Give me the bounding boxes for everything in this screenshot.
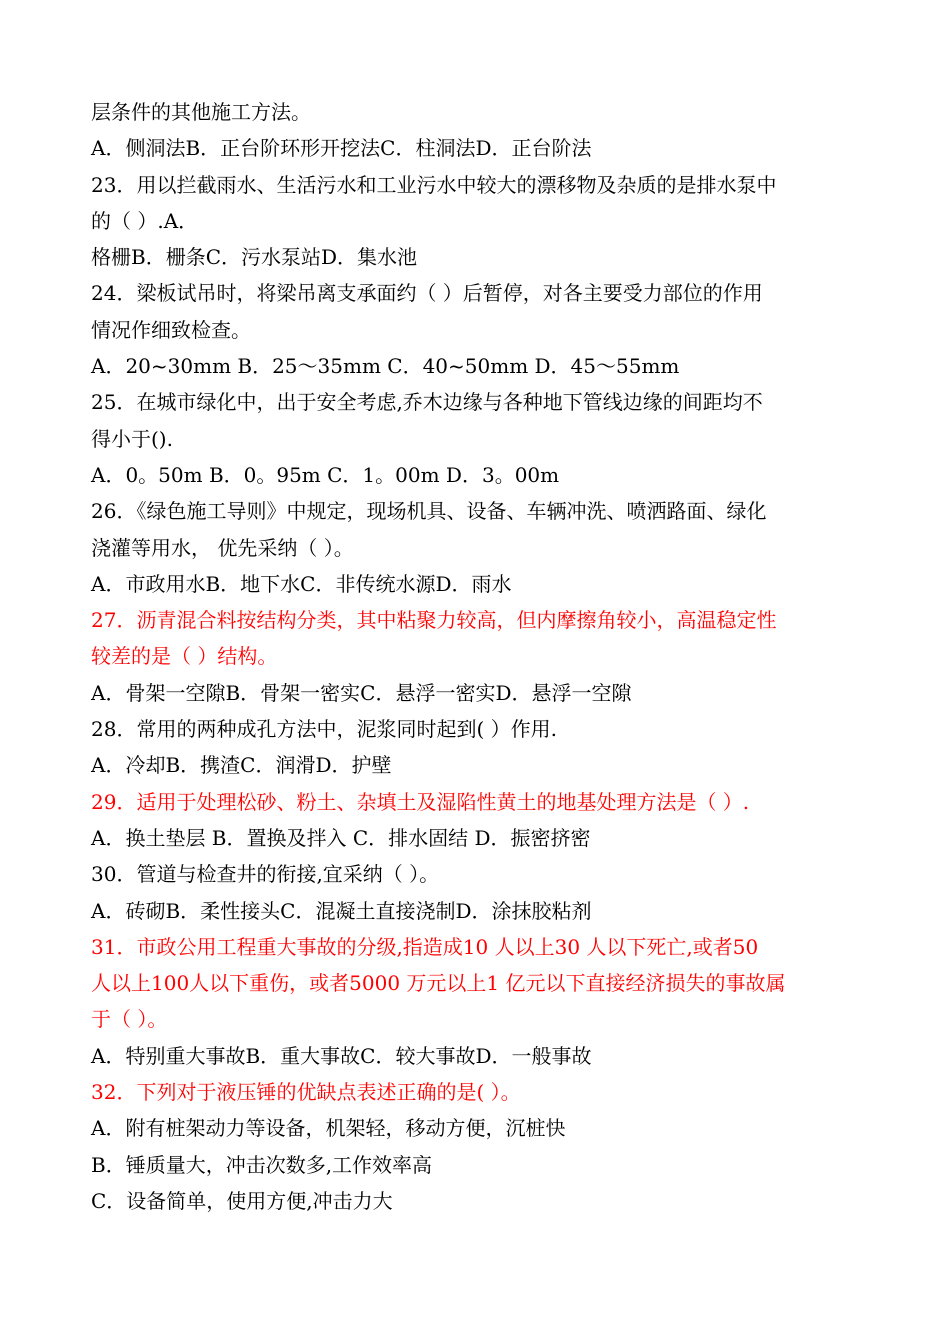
text-line: A．0。50m B．0。95m C．1。00m D．3。00m (91, 462, 560, 487)
text-line: 25．在城市绿化中，出于安全考虑,乔木边缘与各种地下管线边缘的间距均不 (91, 390, 763, 415)
highlighted-text-line: 人以上100人以下重伤，或者5000 万元以上1 亿元以下直接经济损失的事故属 (91, 971, 786, 996)
text-line: 24．梁板试吊时，将梁吊离支承面约（ ）后暂停，对各主要受力部位的作用 (91, 281, 763, 306)
highlighted-text-line: 31．市政公用工程重大事故的分级,指造成10 人以上30 人以下死亡,或者50 (91, 934, 759, 959)
text-line: 浇灌等用水， 优先采纳（ ）。 (91, 535, 354, 560)
text-line: 得小于(). (91, 426, 173, 451)
highlighted-text-line: 32．下列对于液压锤的优缺点表述正确的是( ）。 (91, 1080, 521, 1105)
text-line: A．砖砌B．柔性接头C．混凝土直接浇制D．涂抹胶粘剂 (91, 898, 592, 923)
highlighted-text-line: 27．沥青混合料按结构分类，其中粘聚力较高，但内摩擦角较小，高温稳定性 (91, 608, 777, 633)
text-line: A．换土垫层 B．置换及拌入 C．排水固结 D．振密挤密 (91, 825, 591, 850)
text-line: 28．常用的两种成孔方法中，泥浆同时起到( ）作用. (91, 717, 557, 742)
text-line: 的（ ）.A． (91, 208, 199, 233)
text-line: 情况作细致检查。 (91, 317, 251, 342)
text-line: C．设备简单，使用方便,冲击力大 (91, 1188, 393, 1213)
highlighted-text-line: 较差的是（ ）结构。 (91, 644, 278, 669)
text-line: A．侧洞法B．正台阶环形开挖法C．柱洞法D．正台阶法 (91, 136, 592, 161)
text-line: 26．《绿色施工导则》中规定，现场机具、设备、车辆冲洗、喷洒路面、绿化 (91, 499, 767, 524)
text-line: A．市政用水B．地下水C．非传统水源D．雨水 (91, 571, 512, 596)
text-line: A．20~30mm B．25～35mm C．40~50mm D．45～55mm (91, 354, 680, 379)
text-line: A．附有桩架动力等设备，机架轻，移动方便，沉桩快 (91, 1116, 566, 1141)
text-line: 格栅B．栅条C．污水泵站D．集水池 (91, 245, 418, 270)
text-line: A．冷却B．携渣C．润滑D．护壁 (91, 753, 392, 778)
highlighted-text-line: 29．适用于处理松砂、粉土、杂填土及湿陷性黄土的地基处理方法是（ ）. (91, 789, 750, 814)
text-line: 30．管道与检查井的衔接,宜采纳（ ）。 (91, 862, 440, 887)
text-line: 23．用以拦截雨水、生活污水和工业污水中较大的漂移物及杂质的是排水泵中 (91, 172, 777, 197)
text-line: B．锤质量大，冲击次数多,工作效率高 (91, 1152, 433, 1177)
text-line: A．特别重大事故B．重大事故C．较大事故D．一般事故 (91, 1043, 592, 1068)
text-line: A．骨架一空隙B．骨架一密实C．悬浮一密实D．悬浮一空隙 (91, 680, 632, 705)
highlighted-text-line: 于（ ）。 (91, 1007, 168, 1032)
text-line: 层条件的其他施工方法。 (91, 100, 311, 124)
document-body (91, 94, 861, 1219)
